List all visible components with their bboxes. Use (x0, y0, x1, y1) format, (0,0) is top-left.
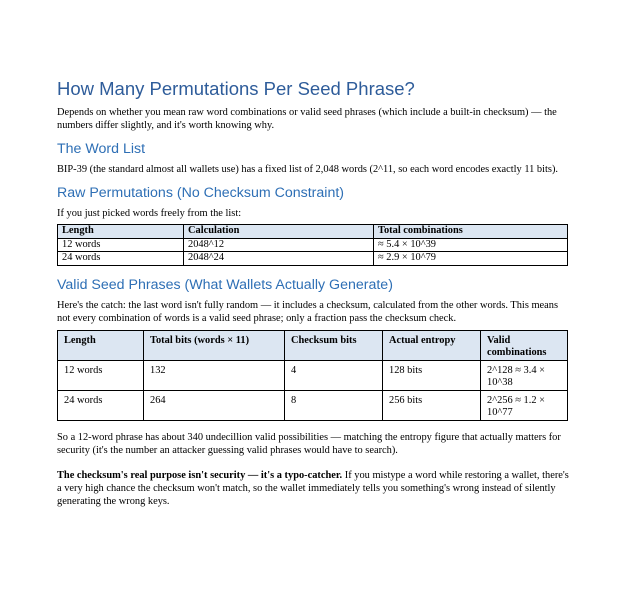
table-cell: 2048^12 (184, 238, 374, 252)
checksum-note-text: If you mistype a word while restoring a wallet, there's a very high chance the checksum won't match, so the wallet immediately tells you something's wrong instead of silently generating the wrong keys. (57, 469, 569, 507)
column-header: Actual entropy (383, 330, 481, 360)
word-list-heading: The Word List (57, 141, 146, 157)
raw-permutations-heading: Raw Permutations (No Checksum Constraint) (57, 185, 344, 201)
table-cell: 128 bits (383, 360, 481, 390)
column-header: Calculation (184, 225, 374, 239)
table-header-row (58, 225, 568, 239)
table-cell: ≈ 2.9 × 10^79 (374, 252, 568, 266)
table-row (58, 360, 568, 390)
column-header: Total combinations (374, 225, 568, 239)
table-cell: 264 (144, 390, 285, 420)
checksum-note-paragraph (57, 469, 569, 508)
raw-permutations-table (57, 224, 568, 266)
table-cell: 12 words (58, 238, 184, 252)
valid-seed-heading: Valid Seed Phrases (What Wallets Actually Generate) (57, 276, 393, 293)
table-row (58, 238, 568, 252)
table-cell: 2^128 ≈ 3.4 × 10^38 (481, 360, 568, 390)
checksum-note-bold: The checksum's real purpose isn't security — it's a typo-catcher. (57, 469, 343, 481)
table-cell: 24 words (58, 252, 184, 266)
column-header: Length (58, 225, 184, 239)
table-cell: 24 words (58, 390, 144, 420)
table-row (58, 252, 568, 266)
valid-seed-paragraph: Here's the catch: the last word isn't fully random — it includes a checksum, calculated from the other words. This means not every combination of words is a valid seed phrase; only a fraction pass the checksum check. (57, 299, 559, 324)
document-page (57, 78, 569, 516)
table-cell: ≈ 5.4 × 10^39 (374, 238, 568, 252)
table-cell: 4 (285, 360, 383, 390)
table-cell: 8 (285, 390, 383, 420)
raw-permutations-paragraph: If you just picked words freely from the list: (57, 208, 242, 219)
word-list-paragraph: BIP-39 (the standard almost all wallets use) has a fixed list of 2,048 words (2^11, so each word encodes exactly 11 bits). (57, 164, 559, 175)
table-cell: 12 words (58, 360, 144, 390)
table-cell: 132 (144, 360, 285, 390)
column-header: Length (58, 330, 144, 360)
intro-paragraph: Depends on whether you mean raw word combinations or valid seed phrases (which include a built-in checksum) — the numbers differ slightly, and it's worth knowing why. (57, 107, 557, 131)
summary-paragraph: So a 12-word phrase has about 340 undecillion valid possibilities — matching the entropy figure that actually matters for security (it's the number an attacker guessing valid phrases would have to search). (57, 431, 561, 456)
table-cell: 2048^24 (184, 252, 374, 266)
valid-seed-table (57, 330, 568, 421)
table-header-row (58, 330, 568, 360)
column-header: Valid combinations (481, 330, 568, 360)
page-title: How Many Permutations Per Seed Phrase? (57, 78, 415, 99)
column-header: Checksum bits (285, 330, 383, 360)
table-cell: 256 bits (383, 390, 481, 420)
table-cell: 2^256 ≈ 1.2 × 10^77 (481, 390, 568, 420)
table-row (58, 390, 568, 420)
column-header: Total bits (words × 11) (144, 330, 285, 360)
